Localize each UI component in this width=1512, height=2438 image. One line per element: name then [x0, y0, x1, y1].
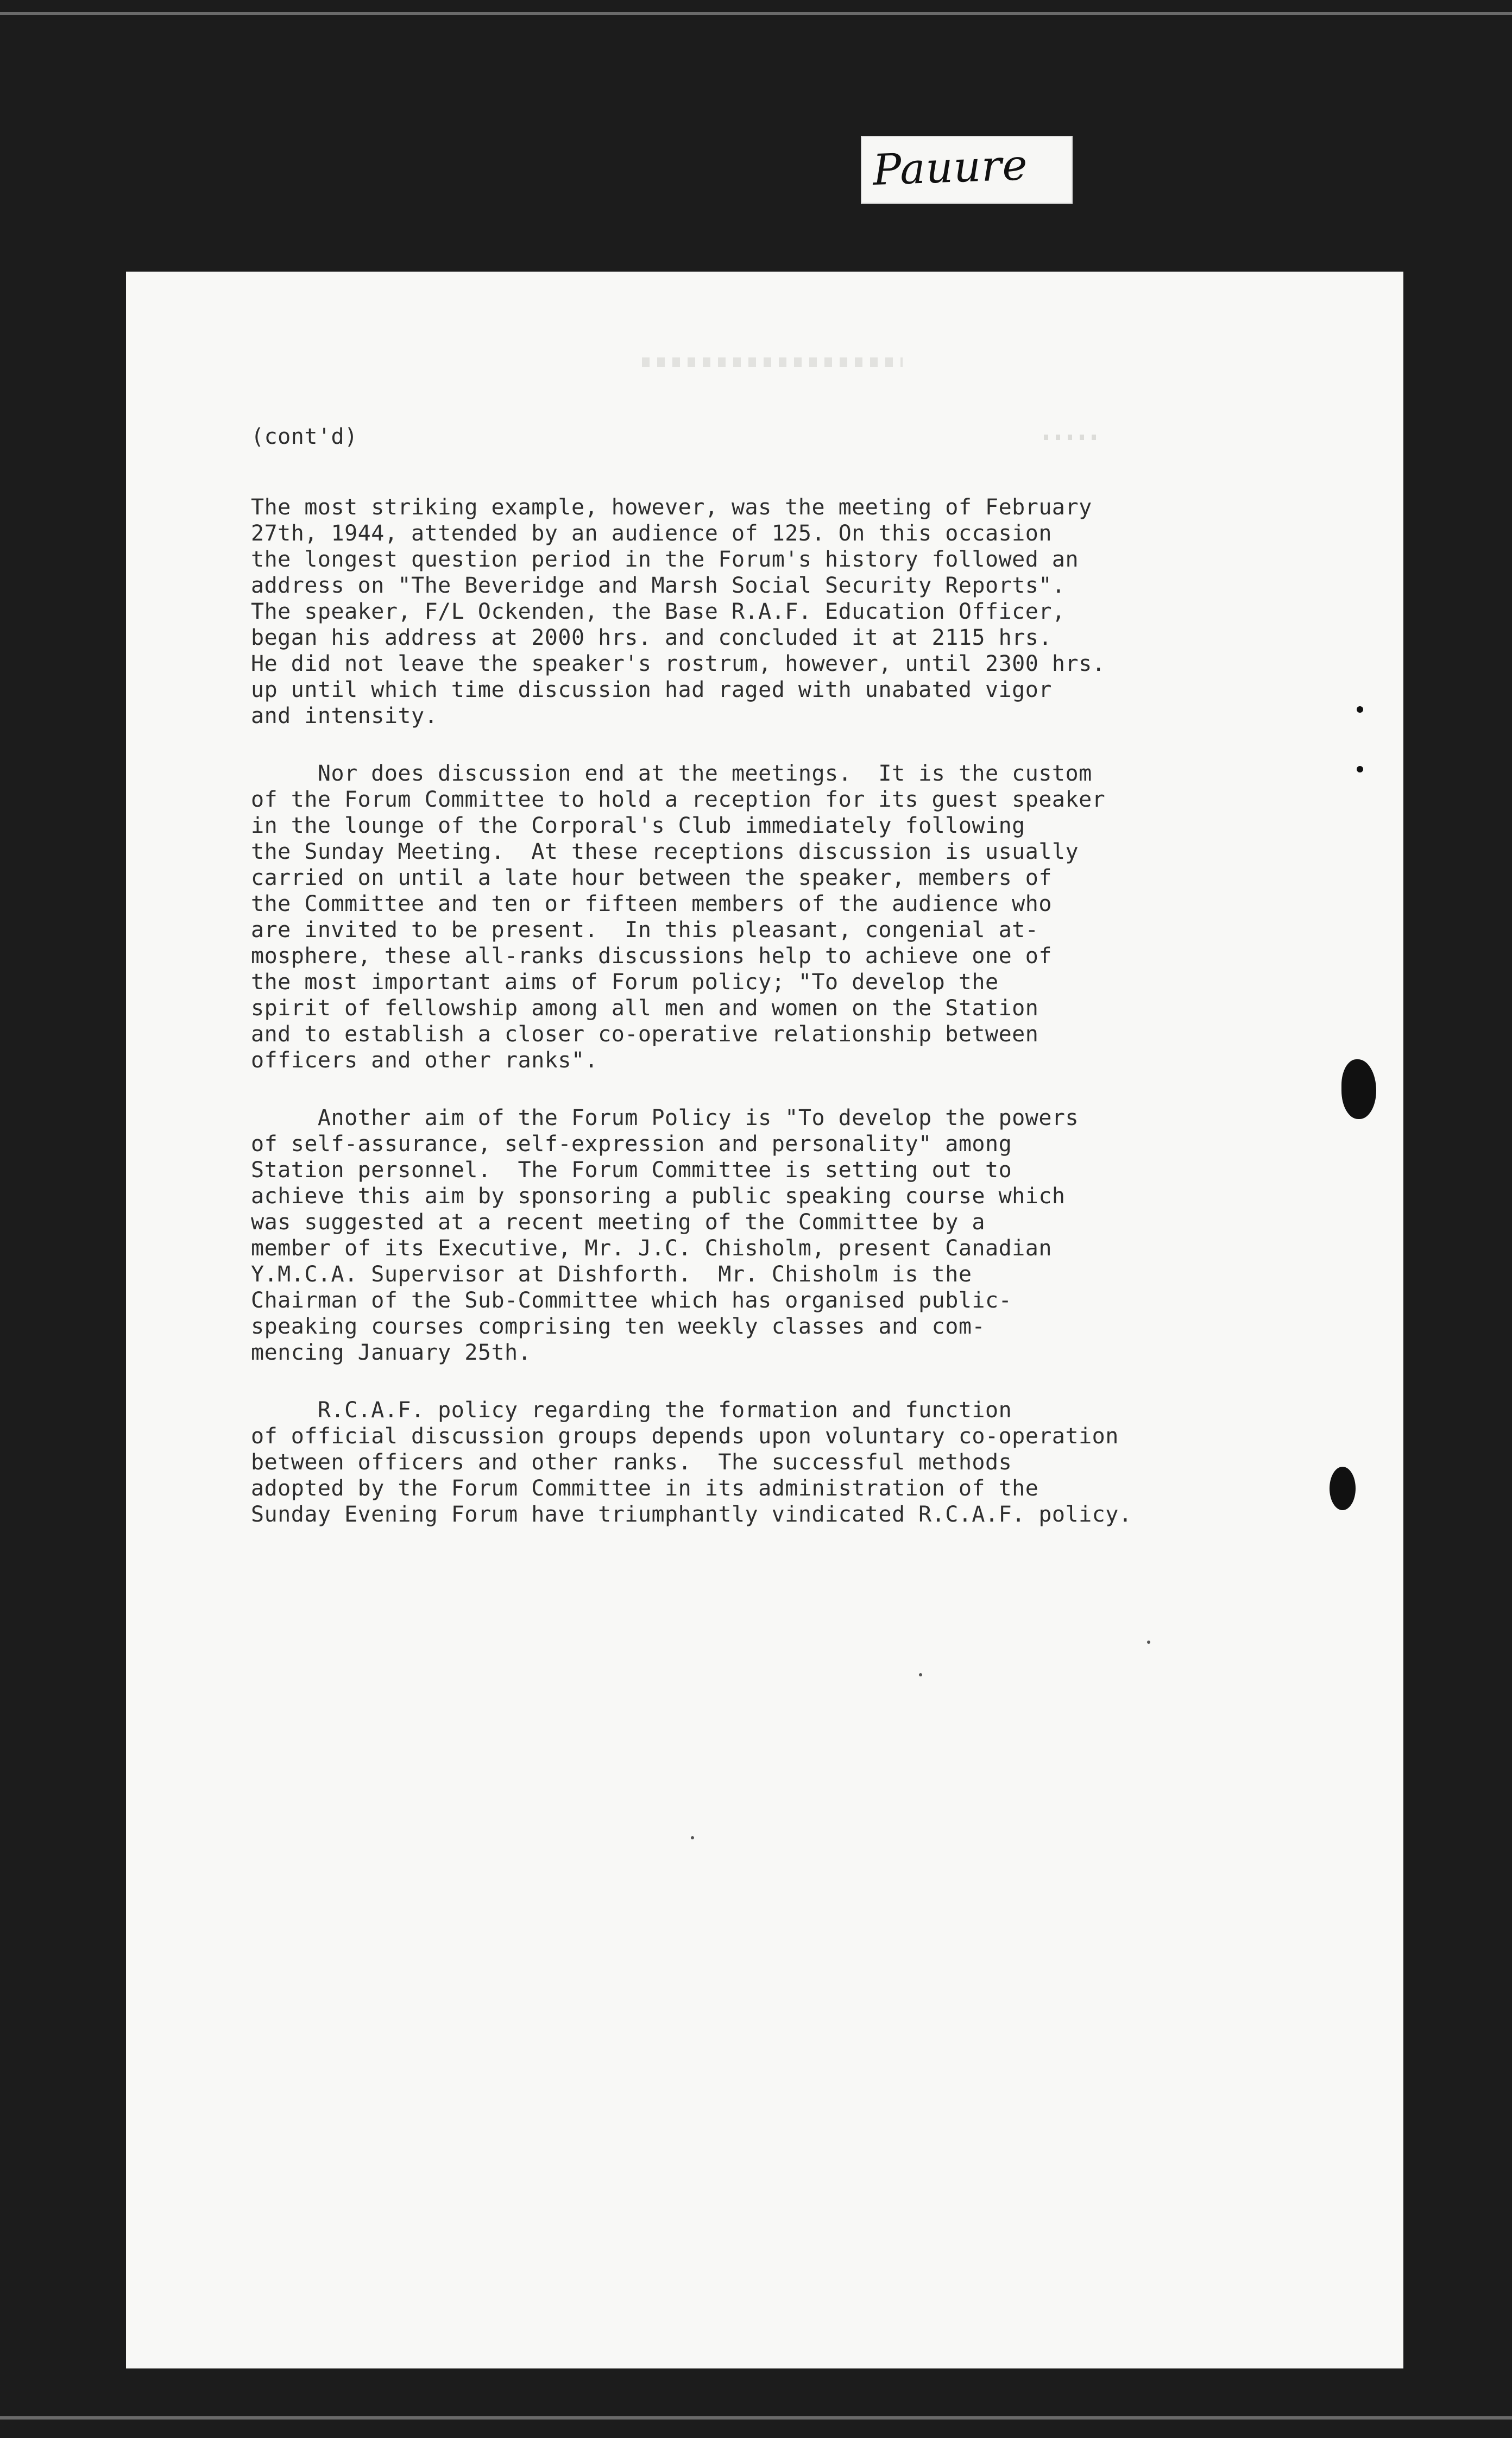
- text-line: achieve this aim by sponsoring a public speaking course which: [251, 1184, 1066, 1209]
- text-line: began his address at 2000 hrs. and concluded it at 2115 hrs.: [251, 625, 1052, 650]
- text-line: was suggested at a recent meeting of the Committee by a: [251, 1210, 986, 1235]
- text-line: in the lounge of the Corporal's Club immediately following: [251, 813, 1025, 838]
- text-line: carried on until a late hour between the speaker, members of: [251, 865, 1052, 890]
- text-line: The most striking example, however, was the meeting of February: [251, 495, 1092, 520]
- document-body: [251, 424, 1239, 1559]
- text-line: Nor does discussion end at the meetings. It is the custom: [251, 761, 1092, 786]
- text-line: of the Forum Committee to hold a reception for its guest speaker: [251, 787, 1106, 812]
- text-line: Sunday Evening Forum have triumphantly vindicated R.C.A.F. policy.: [251, 1502, 1132, 1527]
- page-speck: [919, 1673, 922, 1676]
- paragraph-2: [251, 761, 1239, 1073]
- text-line: Another aim of the Forum Policy is "To develop the powers: [251, 1105, 1079, 1130]
- text-line: mencing January 25th.: [251, 1340, 532, 1365]
- text-line: of self-assurance, self-expression and personality" among: [251, 1132, 1012, 1157]
- ink-blot: [1341, 1059, 1376, 1119]
- paragraph-4: [251, 1397, 1239, 1528]
- text-line: 27th, 1944, attended by an audience of 125. On this occasion: [251, 521, 1052, 546]
- text-line: member of its Executive, Mr. J.C. Chisholm, present Canadian: [251, 1236, 1052, 1261]
- text-line: and intensity.: [251, 703, 438, 728]
- handwritten-label-card: [861, 136, 1073, 204]
- text-line: The speaker, F/L Ockenden, the Base R.A.F. Education Officer,: [251, 599, 1066, 624]
- text-line: spirit of fellowship among all men and women on the Station: [251, 996, 1039, 1021]
- paragraph-1: [251, 494, 1239, 729]
- text-line: officers and other ranks".: [251, 1048, 598, 1073]
- document-page: [126, 272, 1403, 2368]
- text-line: between officers and other ranks. The successful methods: [251, 1450, 1012, 1475]
- text-line: He did not leave the speaker's rostrum, however, until 2300 hrs.: [251, 651, 1106, 676]
- edge-speck: [1357, 706, 1363, 713]
- text-line: adopted by the Forum Committee in its administration of the: [251, 1476, 1039, 1501]
- ink-blot: [1330, 1467, 1356, 1510]
- text-line: Station personnel. The Forum Committee is setting out to: [251, 1158, 1012, 1183]
- edge-speck: [1357, 766, 1363, 772]
- text-line: and to establish a closer co-operative relationship between: [251, 1022, 1039, 1047]
- text-line: of official discussion groups depends upon voluntary co-operation: [251, 1424, 1119, 1449]
- page-speck: [691, 1836, 694, 1839]
- text-line: speaking courses comprising ten weekly classes and com-: [251, 1314, 986, 1339]
- text-line: up until which time discussion had raged with unabated vigor: [251, 677, 1052, 702]
- continued-marker: (cont'd): [251, 424, 358, 449]
- page-speck: [1147, 1641, 1150, 1644]
- film-frame-bottom-edge: [0, 2416, 1512, 2420]
- text-line: address on "The Beveridge and Marsh Social Security Reports".: [251, 573, 1066, 598]
- text-line: are invited to be present. In this pleasant, congenial at-: [251, 918, 1039, 942]
- text-line: the Sunday Meeting. At these receptions discussion is usually: [251, 839, 1079, 864]
- handwritten-label: Pauure: [872, 141, 1029, 195]
- faded-header-marks: [642, 357, 903, 367]
- text-line: the Committee and ten or fifteen members of the audience who: [251, 891, 1052, 916]
- film-frame-top-edge: [0, 12, 1512, 15]
- text-line: R.C.A.F. policy regarding the formation and function: [251, 1398, 1012, 1423]
- text-line: mosphere, these all-ranks discussions help to achieve one of: [251, 944, 1052, 969]
- text-line: the most important aims of Forum policy; "To develop the: [251, 970, 999, 995]
- text-line: Y.M.C.A. Supervisor at Dishforth. Mr. Chisholm is the: [251, 1262, 972, 1287]
- text-line: the longest question period in the Forum's history followed an: [251, 547, 1079, 572]
- paragraph-3: [251, 1105, 1239, 1366]
- text-line: Chairman of the Sub-Committee which has organised public-: [251, 1288, 1012, 1313]
